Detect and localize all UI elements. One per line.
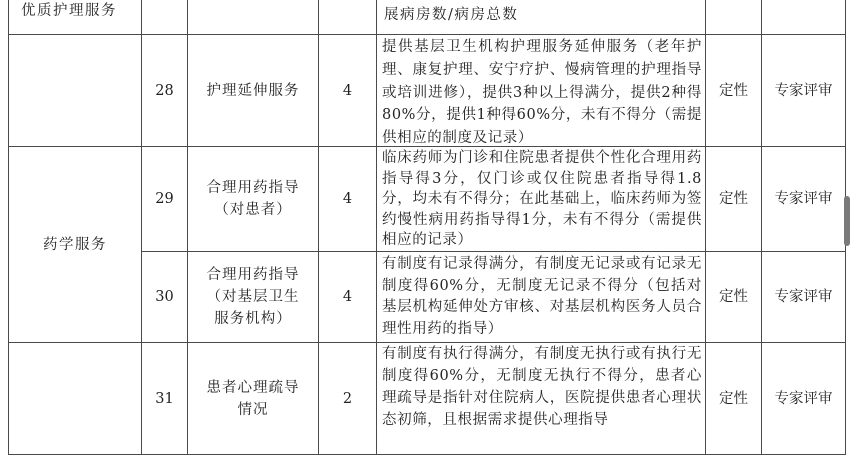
item-score: 4 <box>342 82 353 99</box>
evaluation-method: 专家评审 <box>774 289 833 305</box>
description-cell: 提供基层卫生机构护理服务延伸服务（老年护理、康复护理、安宁疗护、慢病管理的护理指导或培训进修），提供3种以上得满分，提供2种得80%分，提供1种得60%分，未有不得分（需提供相应的制度及记录） <box>382 39 702 147</box>
assessment-method: 定性 <box>719 289 748 305</box>
category-cell <box>9 343 141 454</box>
description-cell: 临床药师为门诊和住院患者提供个性化合理用药指导得3分，仅门诊或仅住院患者指导得1.8分，均未有不得分；在此基础上，临床药师为签约慢性病用药指导得1分，未有不得分（需提供相应的记录） <box>382 150 702 248</box>
scrollbar-thumb[interactable] <box>844 196 850 246</box>
column-divider <box>376 0 377 455</box>
item-score: 4 <box>342 191 353 207</box>
row-divider <box>8 454 846 455</box>
evaluation-method: 专家评审 <box>774 390 833 407</box>
item-score: 4 <box>342 289 353 305</box>
item-number: 28 <box>155 82 174 99</box>
item-name: 护理延伸服务 <box>206 82 300 99</box>
item-score: 2 <box>342 390 353 407</box>
description-cell: 有制度有记录得满分，有制度无记录或有记录无制度得60%分，无制度无记录不得分（包括对基层机构延伸处方审核、对基层机构医务人员合理性用药的指导） <box>382 256 702 337</box>
item-name: 患者心理疏导情况 <box>206 379 300 418</box>
item-name: 合理用药指导（对患者） <box>206 180 300 218</box>
item-number: 29 <box>155 191 174 207</box>
item-number: 31 <box>155 390 174 407</box>
category-cell: 优质护理服务 <box>21 3 117 19</box>
category-cell: 药学服务 <box>43 236 107 253</box>
assessment-method: 定性 <box>719 390 748 407</box>
assessment-method: 定性 <box>719 82 748 99</box>
description-cell: 有制度有执行得满分，有制度无执行或有执行无制度得60%分，无制度无执行不得分，患者心理疏导是指针对住院病人，医院提供患者心理状态初筛，且根据需求提供心理指导 <box>382 346 702 428</box>
assessment-method: 定性 <box>719 191 748 207</box>
evaluation-method: 专家评审 <box>774 82 833 99</box>
item-name: 合理用药指导（对基层卫生服务机构） <box>206 267 300 327</box>
description-cell: 展病房数/病房总数 <box>384 7 519 23</box>
evaluation-method: 专家评审 <box>774 191 833 207</box>
item-number: 30 <box>155 289 174 305</box>
